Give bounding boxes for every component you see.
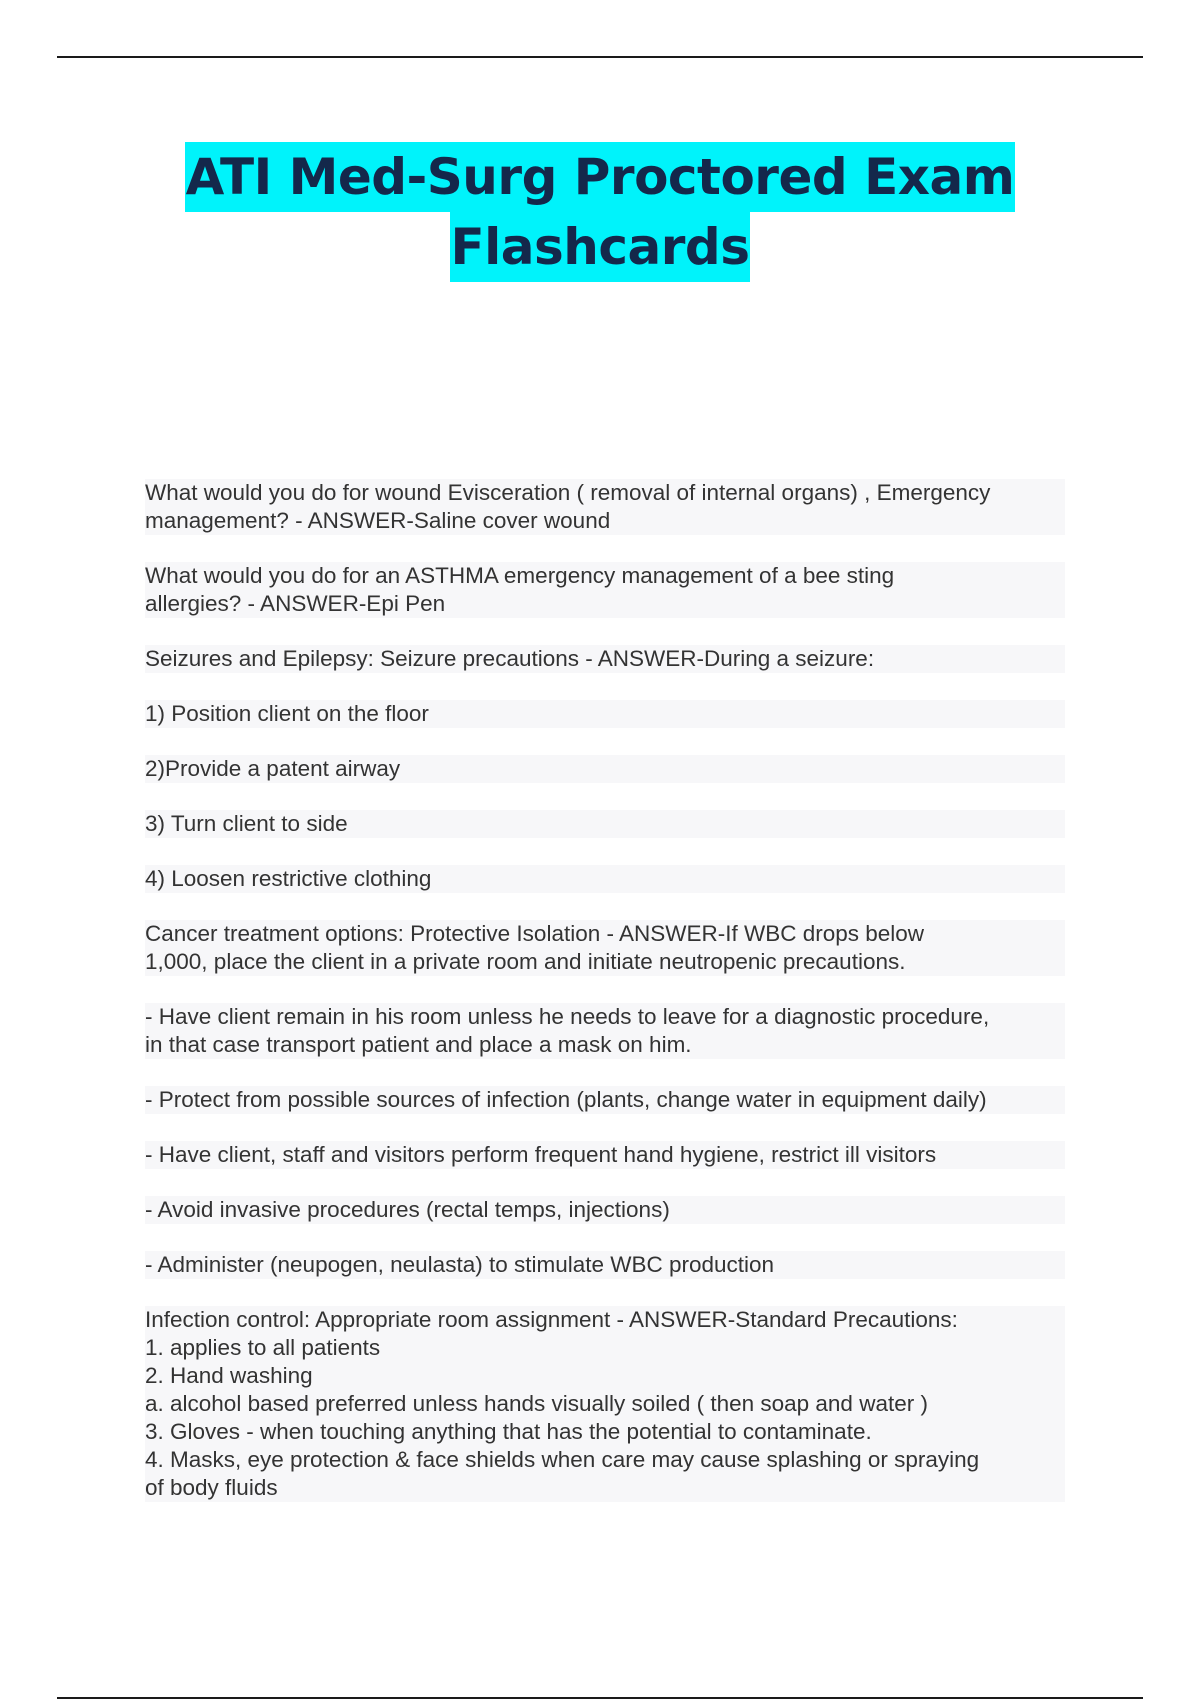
- flashcard-paragraph: [145, 920, 1065, 976]
- paragraph-line: - Have client remain in his room unless he needs to leave for a diagnostic procedure,: [145, 1004, 990, 1029]
- flashcard-paragraph: [145, 700, 1065, 728]
- paragraph-line: - Protect from possible sources of infection (plants, change water in equipment daily): [145, 1087, 987, 1112]
- paragraph-line: - Avoid invasive procedures (rectal temps, injections): [145, 1197, 670, 1222]
- flashcard-paragraph: [145, 479, 1065, 535]
- paragraph-line: 1,000, place the client in a private room and initiate neutropenic precautions.: [145, 949, 906, 974]
- flashcard-paragraph: [145, 755, 1065, 783]
- paragraph-line: 4. Masks, eye protection & face shields when care may cause splashing or spraying: [145, 1447, 980, 1472]
- document-title: [0, 142, 1200, 282]
- paragraph-line: What would you do for an ASTHMA emergency management of a bee sting: [145, 563, 895, 588]
- flashcard-paragraph: [145, 865, 1065, 893]
- flashcard-paragraph: [145, 1003, 1065, 1059]
- paragraph-line: 1) Position client on the floor: [145, 701, 429, 726]
- paragraph-line: 4) Loosen restrictive clothing: [145, 866, 432, 891]
- flashcard-paragraph: [145, 645, 1065, 673]
- paragraph-line: Infection control: Appropriate room assignment - ANSWER-Standard Precautions:: [145, 1307, 958, 1332]
- top-rule: [57, 56, 1143, 58]
- flashcard-paragraph: [145, 1086, 1065, 1114]
- flashcard-paragraph: [145, 1196, 1065, 1224]
- paragraph-line: 1. applies to all patients: [145, 1335, 381, 1360]
- paragraph-line: 2. Hand washing: [145, 1363, 313, 1388]
- paragraph-line: a. alcohol based preferred unless hands visually soiled ( then soap and water ): [145, 1391, 928, 1416]
- paragraph-line: in that case transport patient and place a mask on him.: [145, 1032, 692, 1057]
- title-line-1: ATI Med-Surg Proctored Exam: [185, 142, 1016, 212]
- paragraph-line: Cancer treatment options: Protective Isolation - ANSWER-If WBC drops below: [145, 921, 925, 946]
- paragraph-line: - Have client, staff and visitors perform frequent hand hygiene, restrict ill visitors: [145, 1142, 937, 1167]
- paragraph-line: What would you do for wound Evisceration ( removal of internal organs) , Emergency: [145, 480, 991, 505]
- paragraph-line: Seizures and Epilepsy: Seizure precautions - ANSWER-During a seizure:: [145, 646, 875, 671]
- flashcard-paragraph: [145, 1306, 1065, 1502]
- flashcard-paragraph: [145, 810, 1065, 838]
- title-line-2: Flashcards: [450, 212, 751, 282]
- paragraph-line: 3. Gloves - when touching anything that has the potential to contaminate.: [145, 1419, 872, 1444]
- paragraph-line: 2)Provide a patent airway: [145, 756, 401, 781]
- flashcard-paragraph: [145, 562, 1065, 618]
- paragraph-line: allergies? - ANSWER-Epi Pen: [145, 591, 446, 616]
- flashcard-paragraph: [145, 1141, 1065, 1169]
- flashcard-paragraph: [145, 1251, 1065, 1279]
- paragraph-line: 3) Turn client to side: [145, 811, 348, 836]
- bottom-rule: [57, 1697, 1143, 1699]
- paragraph-line: of body fluids: [145, 1475, 278, 1500]
- paragraph-line: management? - ANSWER-Saline cover wound: [145, 508, 611, 533]
- flashcard-content: [145, 479, 1065, 1502]
- paragraph-line: - Administer (neupogen, neulasta) to stimulate WBC production: [145, 1252, 775, 1277]
